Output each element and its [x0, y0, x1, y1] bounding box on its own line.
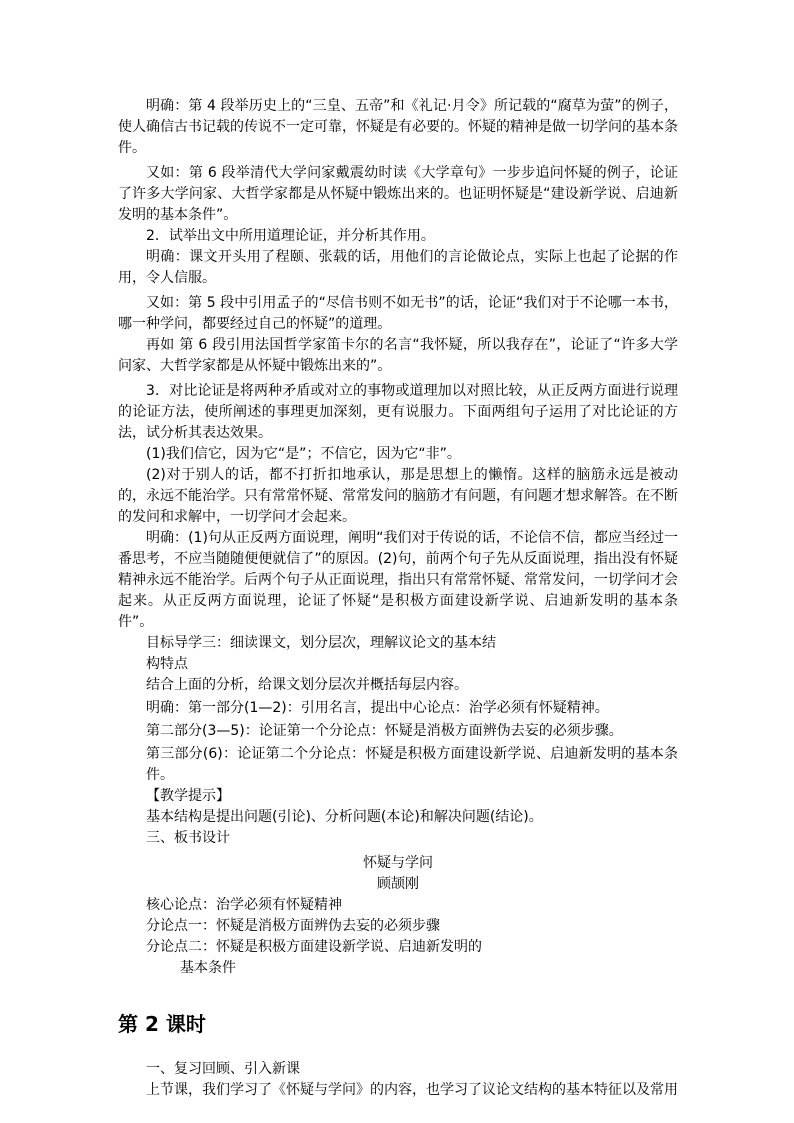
paragraph: 又如：第 5 段中引用孟子的“尽信书则不如无书”的话，论证“我们对于不论哪一本书，哪一种学问，都要经过自己的怀疑”的道理。 — [118, 295, 678, 332]
section-heading-continued: 构特点 — [146, 656, 188, 672]
paragraph: 基本结构是提出问题(引论)、分析问题(本论)和解决问题(结论)。 — [146, 809, 543, 825]
board-design-heading: 三、板书设计 — [146, 830, 230, 846]
paragraph: 3．对比论证是将两种矛盾或对立的事物或道理加以对照比较，从正反两方面进行说理的论证方法，使所阐述的事理更加深刻，更有说服力。下面两组句子运用了对比论证的方法，试分析其表达效果。 — [118, 383, 678, 441]
board-sub-point-2: 分论点二：怀疑是积极方面建设新学说、启迪新发明的 — [146, 939, 482, 955]
paragraph: 明确：(1)句从正反两方面说理，阐明“我们对于传说的话，不论信不信，都应当经过一番思考，不应当随随便便就信了”的原因。(2)句，前两个句子先从反面说理，指出没有怀疑精神永远不能治学。后两个句子从正面说理，指出只有常常怀疑、常常发问，一切学问才会起来。从正反两方面说理，论证了怀疑“是积极方面建设新学说、启迪新发明的基本条件”。 — [118, 530, 678, 630]
review-heading: 一、复习回顾、引入新课 — [146, 1061, 300, 1077]
board-core-point: 核心论点：治学必须有怀疑精神 — [146, 897, 342, 913]
paragraph: 第二部分(3—5)：论证第一个分论点：怀疑是消极方面辨伪去妄的必须步骤。 — [146, 723, 623, 739]
paragraph: 又如：第 6 段举清代大学问家戴震幼时读《大学章句》一步步追问怀疑的例子，论证了许多大学问家、大哲学家都是从怀疑中锻炼出来的。也证明怀疑是“建设新学说、启迪新发明的基本条件”。 — [118, 165, 678, 223]
paragraph: (1)我们信它，因为它“是”；不信它，因为它“非”。 — [146, 446, 461, 462]
board-title: 怀疑与学问 — [363, 855, 433, 871]
lesson-2-heading: 第 2 课时 — [118, 1012, 206, 1036]
paragraph: 明确：第一部分(1—2)：引用名言，提出中心论点：治学必须有怀疑精神。 — [146, 700, 609, 716]
paragraph: (2)对于别人的话，都不打折扣地承认，那是思想上的懒惰。这样的脑筋永远是被动的，永远不能治学。只有常常怀疑、常常发问的脑筋才有问题，有问题才想求解答。在不断的发问和求解中，一切学问才会起来。 — [118, 467, 678, 525]
section-heading: 目标导学三：细读课文，划分层次，理解议论文的基本结 — [146, 635, 496, 651]
paragraph: 上节课，我们学习了《怀疑与学问》的内容，也学习了议论文结构的基本特征以及常用 — [146, 1082, 678, 1098]
paragraph: 明确：第 4 段举历史上的“三皇、五帝”和《礼记·月令》所记载的“腐草为萤”的例子，使人确信古书记载的传说不一定可靠，怀疑是有必要的。怀疑的精神是做一切学问的基本条件。 — [118, 98, 678, 156]
paragraph: 结合上面的分析，给课文划分层次并概括每层内容。 — [146, 677, 468, 693]
paragraph: 第三部分(6)：论证第二个分论点：怀疑是积极方面建设新学说、启迪新发明的基本条件。 — [146, 746, 678, 783]
board-sub-point-2-continued: 基本条件 — [180, 960, 236, 976]
teaching-tip-heading: 【教学提示】 — [146, 788, 230, 804]
document-body — [118, 96, 678, 1101]
paragraph: 明确：课文开头用了程颐、张载的话，用他们的言论做论点，实际上也起了论据的作用，令人信服。 — [118, 249, 678, 286]
paragraph: 再如 第 6 段引用法国哲学家笛卡尔的名言“我怀疑，所以我存在”，论证了“许多大学问家、大哲学家都是从怀疑中锻炼出来的”。 — [118, 337, 678, 374]
paragraph: 2．试举出文中所用道理论证，并分析其作用。 — [146, 228, 435, 244]
board-sub-point-1: 分论点一：怀疑是消极方面辨伪去妄的必须步骤 — [146, 918, 440, 934]
board-author: 顾颉刚 — [377, 876, 419, 892]
